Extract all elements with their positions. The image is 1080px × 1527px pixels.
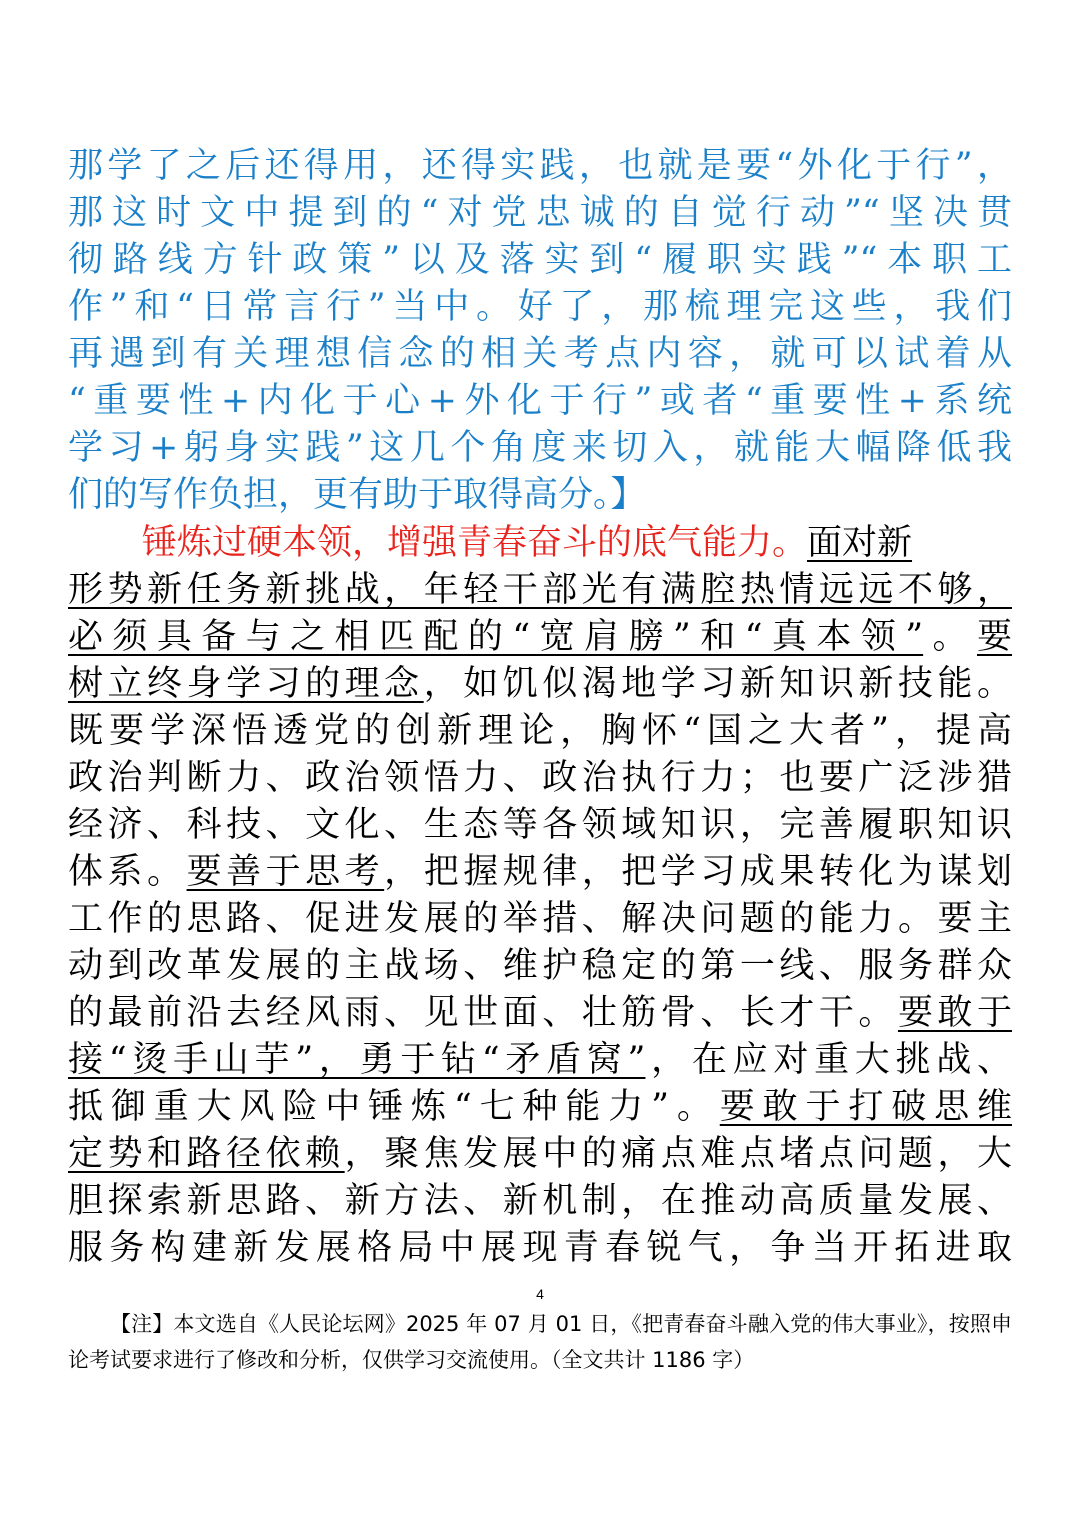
underlined-text: 要敢于 xyxy=(897,993,1012,1033)
paragraph-heading: 锤炼过硬本领，增强青春奋斗的底气能力。 xyxy=(142,523,808,563)
commentary-line: 那学了之后还得用，还得实践，也就是要“外化于行”， xyxy=(68,146,1012,186)
body-line xyxy=(68,566,1012,614)
body-line xyxy=(68,660,1012,708)
body-line xyxy=(68,1130,1012,1178)
body-text: 抵御重大风险中锤炼“七种能力”。 xyxy=(68,1087,720,1127)
commentary-line: 学习+躬身实践”这几个角度来切入，就能大幅降低我 xyxy=(68,428,1012,468)
body-line: 服务构建新发展格局中展现青春锐气，争当开拓进取 xyxy=(68,1228,1012,1268)
commentary-line: 们的写作负担，更有助于取得高分。】 xyxy=(68,475,646,515)
body-text: 。 xyxy=(923,617,977,657)
body-line xyxy=(68,1036,1012,1084)
body-line xyxy=(68,848,1012,896)
underlined-text: 形势新任务新挑战，年轻干部光有满腔热情远远不够， xyxy=(68,570,1012,610)
body-line: 胆探索新思路、新方法、新机制，在推动高质量发展、 xyxy=(68,1181,1012,1221)
underlined-text: 要敢于打破思维 xyxy=(719,1087,1012,1127)
body-text: 的最前沿去经风雨、见世面、壮筋骨、长才干。 xyxy=(68,993,898,1033)
commentary-line: 作”和“日常言行”当中。好了，那梳理完这些，我们 xyxy=(68,287,1012,327)
page-number: 4 xyxy=(536,1286,544,1302)
commentary-line: 那这时文中提到的“对党忠诚的自觉行动”“坚决贯 xyxy=(68,193,1012,233)
body-line: 经济、科技、文化、生态等各领域知识，完善履职知识 xyxy=(68,805,1012,845)
body-line: 动到改革发展的主战场、维护稳定的第一线、服务群众 xyxy=(68,946,1012,986)
underlined-text: 面对新 xyxy=(807,523,913,563)
commentary-line: 彻路线方针政策”以及落实到“履职实践”“本职工 xyxy=(68,240,1012,280)
underlined-text: 要 xyxy=(976,617,1012,657)
footnote: 【注】本文选自《人民论坛网》2025 年 07 月 01 日，《把青春奋斗融入党的伟大事业》，按照申论考试要求进行了修改和分析，仅供学习交流使用。（全文共计 1186 字） xyxy=(68,1312,1012,1372)
underlined-text: 必须具备与之相匹配的“宽肩膀”和“真本领” xyxy=(68,617,924,657)
commentary-line: 再遇到有关理想信念的相关考点内容，就可以试着从 xyxy=(68,334,1012,374)
body-line: 工作的思路、促进发展的举措、解决问题的能力。要主 xyxy=(68,899,1012,939)
body-text: ，把握规律，把学习成果转化为谋划 xyxy=(384,852,1012,892)
body-line xyxy=(142,519,1012,567)
body-line xyxy=(68,613,1012,661)
body-text: ，聚焦发展中的痛点难点堵点问题，大 xyxy=(344,1134,1012,1174)
body-text: ，如饥似渴地学习新知识新技能。 xyxy=(423,664,1012,704)
underlined-text: 要善于思考 xyxy=(186,852,385,892)
body-line: 既要学深悟透党的创新理论，胸怀“国之大者”，提高 xyxy=(68,711,1012,751)
body-text: 体系。 xyxy=(68,852,187,892)
body-line: 政治判断力、政治领悟力、政治执行力；也要广泛涉猎 xyxy=(68,758,1012,798)
commentary-line: “重要性+内化于心+外化于行”或者“重要性+系统 xyxy=(68,381,1012,421)
body-line xyxy=(68,1083,1012,1131)
underlined-text: 接“烫手山芋”，勇于钻“矛盾窝” xyxy=(68,1040,646,1080)
body-text: ，在应对重大挑战、 xyxy=(645,1040,1012,1080)
underlined-text: 树立终身学习的理念 xyxy=(68,664,424,704)
body-line xyxy=(68,989,1012,1037)
underlined-text: 定势和路径依赖 xyxy=(68,1134,345,1174)
